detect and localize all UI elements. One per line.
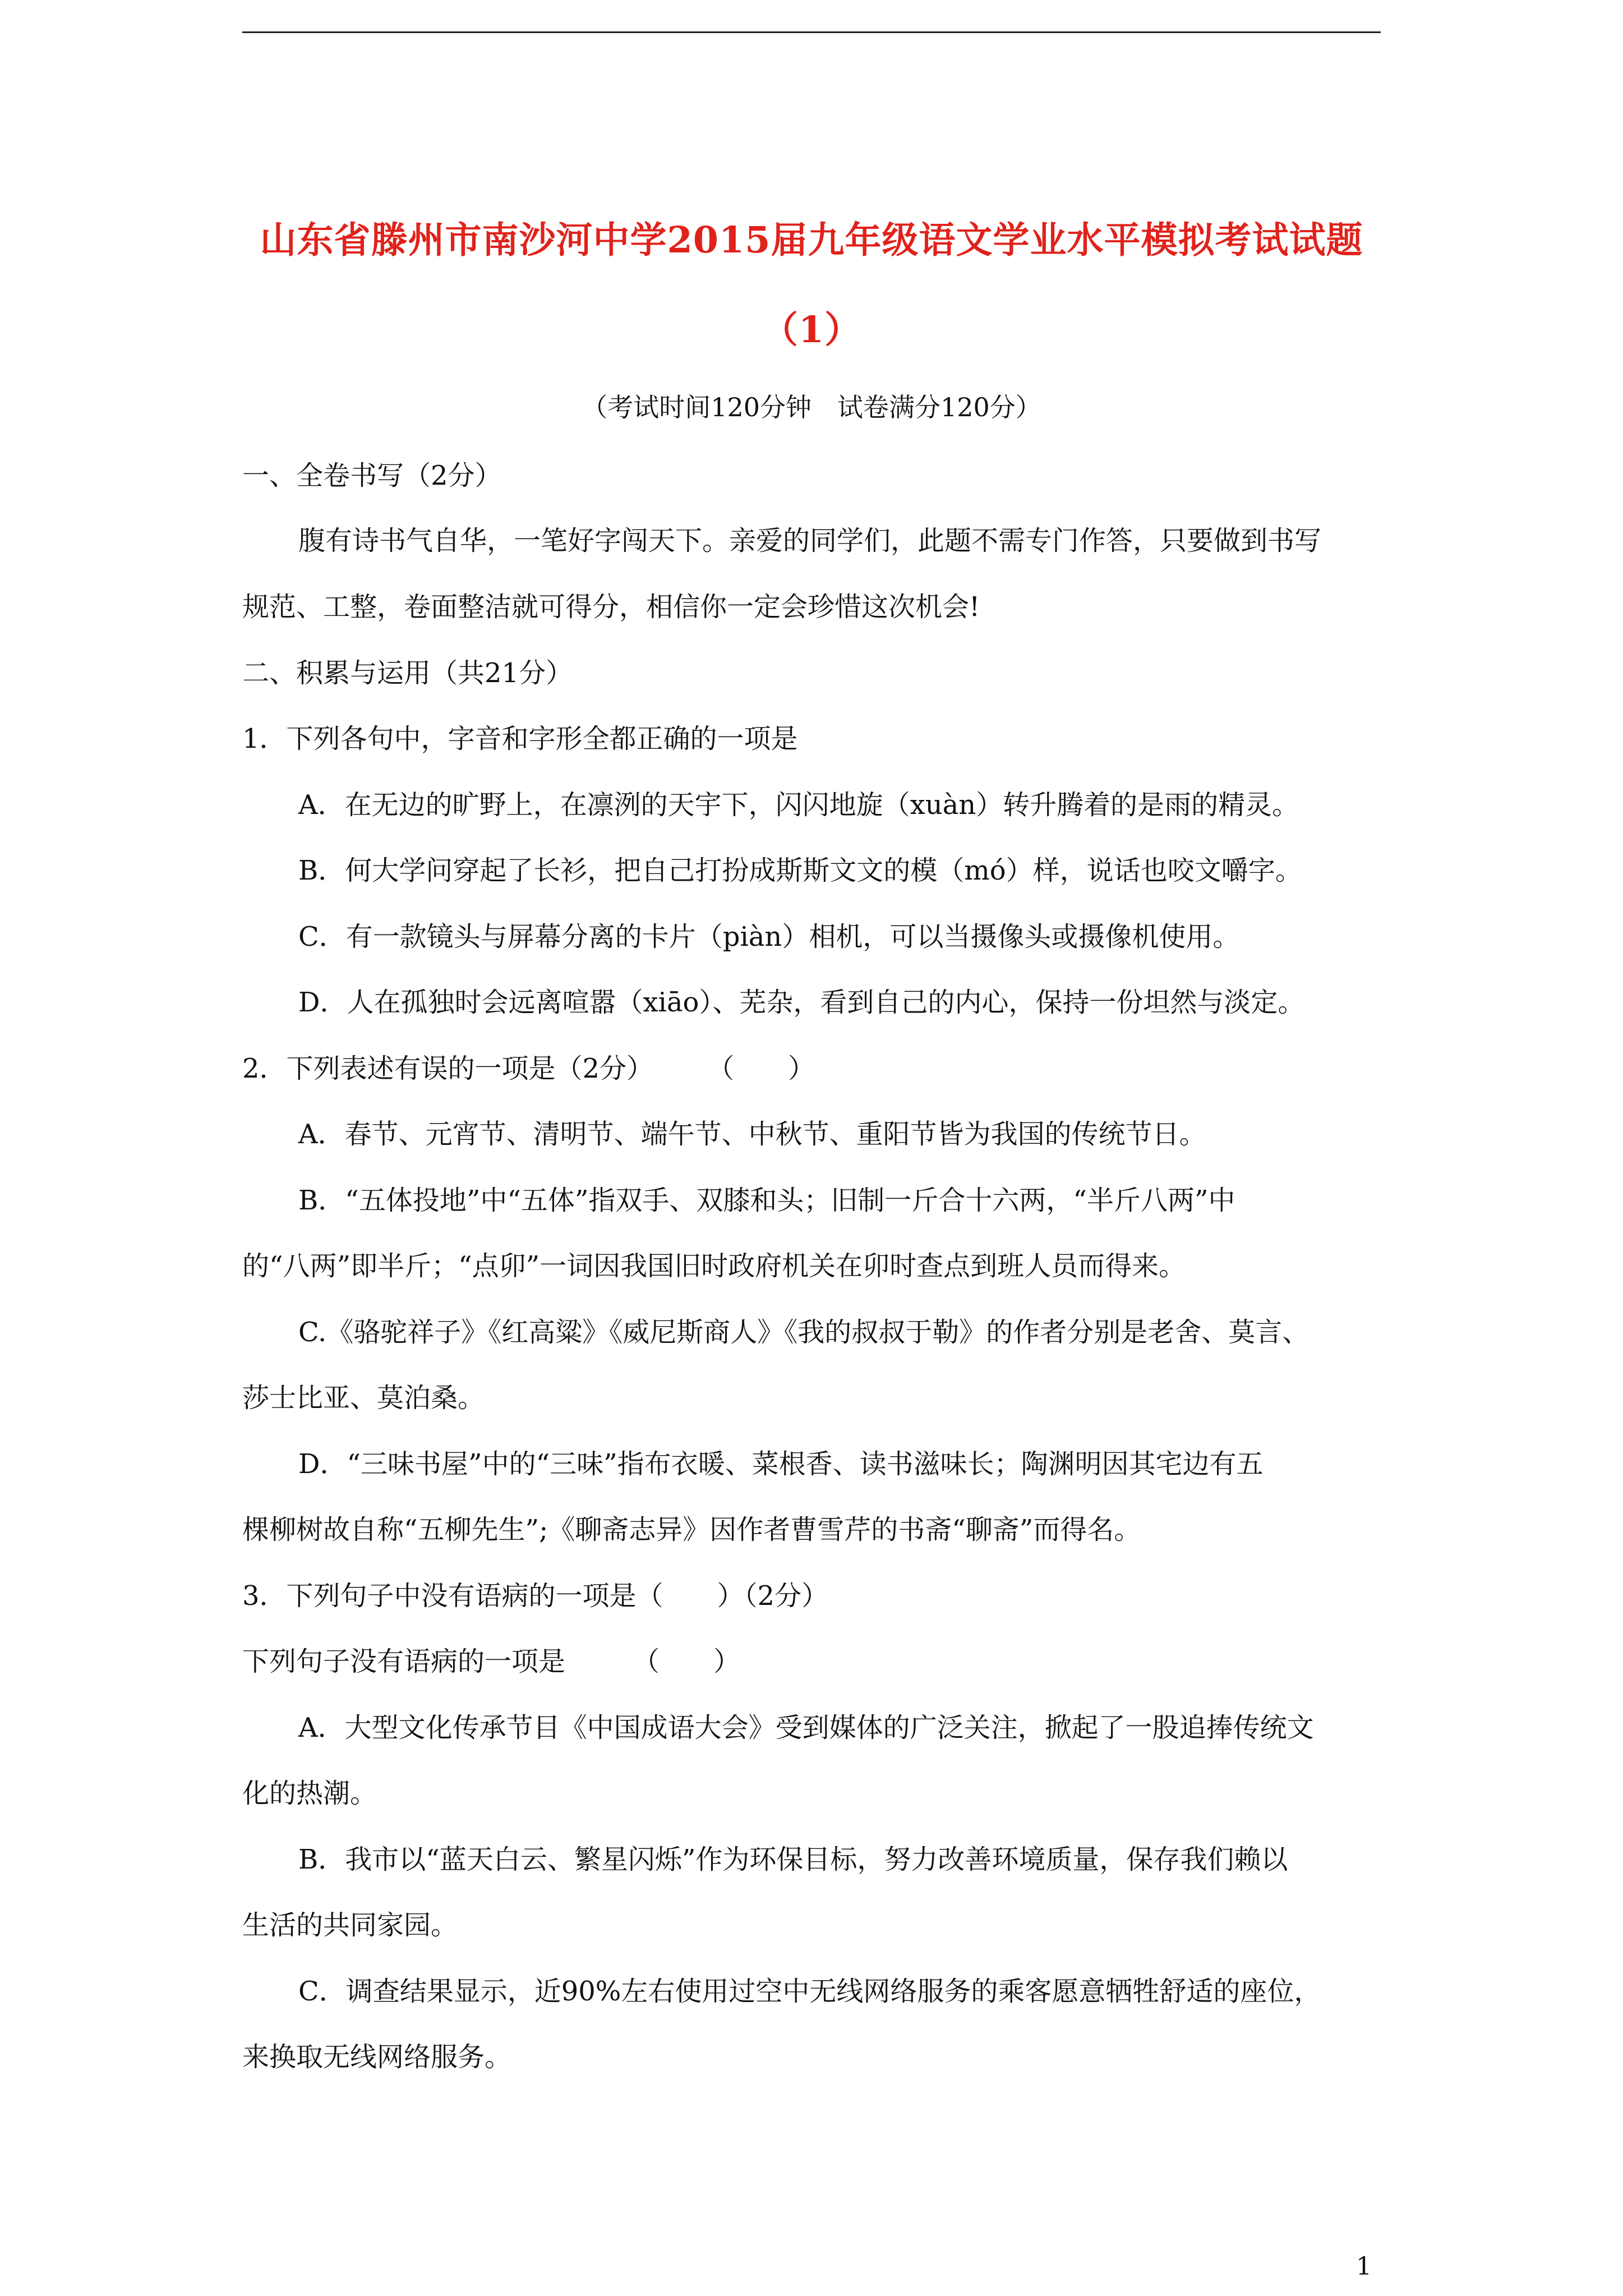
section-1-heading: 一、全卷书写（2分） [242, 460, 502, 491]
question-2-option-c: C.《骆驼祥子》《红高粱》《威尼斯商人》《我的叔叔于勒》的作者分别是老舍、莫言、 [298, 1317, 1310, 1348]
question-2-option-d: D．“三味书屋”中的“三味”指布衣暖、菜根香、读书滋味长；陶渊明因其宅边有五 [298, 1448, 1264, 1480]
section-1-paragraph-line: 腹有诗书气自华，一笔好字闯天下。亲爱的同学们，此题不需专门作答，只要做到书写 [298, 525, 1322, 556]
question-3-option-c-continued: 来换取无线网络服务。 [242, 2041, 512, 2073]
question-2-option-a: A．春节、元宵节、清明节、端午节、中秋节、重阳节皆为我国的传统节日。 [298, 1119, 1206, 1150]
question-3-option-b-continued: 生活的共同家园。 [242, 1910, 458, 1941]
document-title-number: （1） [761, 309, 862, 351]
question-3-option-b: B．我市以“蓝天白云、繁星闪烁”作为环保目标，努力改善环境质量，保存我们赖以 [298, 1844, 1288, 1875]
question-1-option-b: B．何大学问穿起了长衫，把自己打扮成斯斯文文的模（mó）样，说话也咬文嚼字。 [298, 855, 1302, 886]
question-2-option-c-continued: 莎士比亚、莫泊桑。 [242, 1382, 485, 1414]
question-3-stem-repeat: 下列句子没有语病的一项是 （ ） [242, 1646, 741, 1677]
question-2-option-b-continued: 的“八两”即半斤；“点卯”一词因我国旧时政府机关在卯时查点到班人员而得来。 [242, 1250, 1186, 1282]
question-1-stem: 1．下列各句中，字音和字形全都正确的一项是 [242, 723, 798, 754]
section-1-paragraph-line: 规范、工整，卷面整洁就可得分，相信你一定会珍惜这次机会! [242, 591, 980, 623]
question-3-option-c: C．调查结果显示，近90%左右使用过空中无线网络服务的乘客愿意牺牲舒适的座位， [298, 1976, 1321, 2007]
page-number: 1 [1356, 2252, 1372, 2281]
exam-info: （考试时间120分钟 试卷满分120分） [582, 392, 1041, 422]
question-2-option-d-continued: 棵柳树故自称“五柳先生”;《聊斋志异》因作者曹雪芹的书斋“聊斋”而得名。 [242, 1514, 1141, 1545]
question-2-stem: 2．下列表述有误的一项是（2分） （ ） [242, 1053, 815, 1084]
question-1-option-c: C．有一款镜头与屏幕分离的卡片（piàn）相机，可以当摄像头或摄像机使用。 [298, 921, 1240, 953]
question-3-stem: 3．下列句子中没有语病的一项是（ ）（2分） [242, 1580, 829, 1612]
question-1-option-d: D．人在孤独时会远离喧嚣（xiāo）、芜杂，看到自己的内心，保持一份坦然与淡定。 [298, 987, 1305, 1018]
question-3-option-a-continued: 化的热潮。 [242, 1778, 377, 1809]
section-2-heading: 二、积累与运用（共21分） [242, 657, 573, 689]
question-2-option-b: B．“五体投地”中“五体”指双手、双膝和头；旧制一斤合十六两，“半斤八两”中 [298, 1185, 1235, 1216]
question-1-option-a: A．在无边的旷野上，在凛洌的天宇下，闪闪地旋（xuàn）转升腾着的是雨的精灵。 [298, 789, 1299, 821]
question-3-option-a: A．大型文化传承节目《中国成语大会》受到媒体的广泛关注，掀起了一股追捧传统文 [298, 1712, 1314, 1743]
document-title: 山东省滕州市南沙河中学2015届九年级语文学业水平模拟考试试题 [260, 219, 1363, 261]
header-rule [242, 31, 1381, 33]
